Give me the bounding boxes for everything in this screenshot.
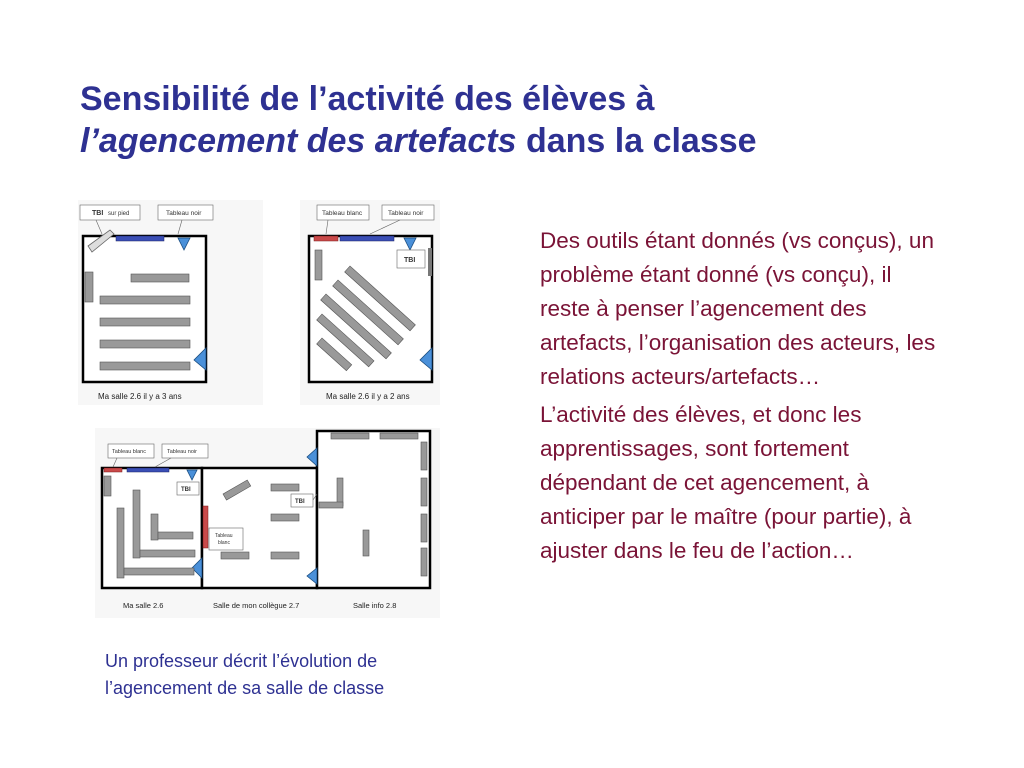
plan3-label-a: Ma salle 2.6: [123, 601, 164, 610]
plan1-board-callout: Tableau noir: [166, 210, 202, 217]
body-text: [540, 224, 940, 572]
plan3-white-callout: Tableau blanc: [112, 449, 146, 455]
plan3-tbi-callout-b: TBI: [295, 499, 305, 505]
plan3-white-callout-b1: Tableau: [215, 533, 233, 539]
plan1-tbi-sub: sur pied: [108, 211, 130, 217]
plan2-tbi-callout: TBI: [404, 257, 416, 264]
plan2-black-callout: Tableau noir: [388, 210, 424, 217]
plan2-label: Ma salle 2.6 il y a 2 ans: [326, 392, 410, 401]
floor-plan-2: [300, 200, 440, 405]
plan1-label: Ma salle 2.6 il y a 3 ans: [98, 392, 182, 401]
plan3-tbi-callout-a: TBI: [181, 487, 191, 493]
slide-title: [80, 78, 980, 162]
paragraph-1: Des outils étant donnés (vs conçus), un problème étant donné (vs conçu), il reste à penser l’agencement des artefacts, l’organisation des acteurs, les relations acteurs/artefacts…: [540, 228, 936, 389]
plan3-white-callout-b2: blanc: [218, 540, 230, 546]
plan3-label-c: Salle info 2.8: [353, 601, 397, 610]
plan1-tbi-callout: TBI: [92, 210, 104, 217]
title-rest: dans la classe: [516, 122, 757, 160]
plan3-black-callout: Tableau noir: [167, 449, 197, 455]
plan3-label-b: Salle de mon collègue 2.7: [213, 601, 300, 610]
title-italic: l’agencement des artefacts: [80, 122, 517, 160]
floor-plan-3: [95, 428, 440, 618]
plan2-white-callout: Tableau blanc: [322, 210, 363, 217]
floor-plan-1: [78, 200, 263, 405]
figure-caption: Un professeur décrit l’évolution de l’agencement de sa salle de classe: [105, 651, 385, 698]
paragraph-2: L’activité des élèves, et donc les apprentissages, sont fortement dépendant de cet agencement, à anticiper par le maître (pour partie), à ajuster dans le feu de l’action…: [540, 402, 912, 563]
title-line-1: Sensibilité de l’activité des élèves à: [80, 80, 655, 118]
